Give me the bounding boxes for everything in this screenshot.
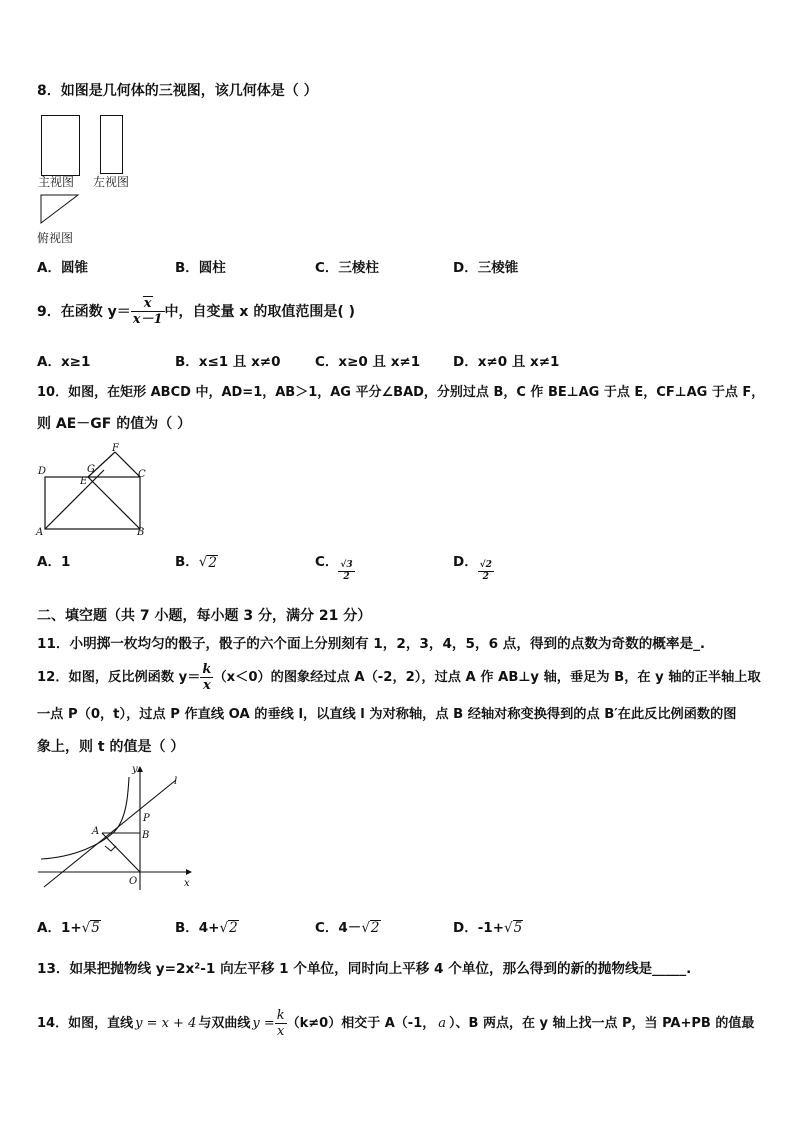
q12-line2: 一点 P（0，t），过点 P 作直线 OA 的垂线 l，以直线 l 为对称轴，点 B 经轴对称变换得到的点 B′在此反比例函数的图 bbox=[37, 707, 737, 722]
q10-option-d-num: √2 bbox=[479, 560, 492, 570]
q12-option-c[interactable]: C．4－√2 bbox=[315, 920, 380, 936]
q12-option-a-rad: 5 bbox=[91, 920, 100, 936]
q9-frac-den: x－1 bbox=[132, 312, 163, 327]
q14-stem bbox=[37, 1008, 754, 1039]
q10-option-b-rad: 2 bbox=[208, 554, 217, 571]
q10-option-b-prefix: B． bbox=[175, 554, 199, 570]
q12-option-b-rad: 2 bbox=[229, 920, 238, 936]
q9-prefix: 9．在函数 y＝ bbox=[37, 303, 131, 320]
q9-option-d[interactable]: D．x≠0 且 x≠1 bbox=[453, 354, 560, 370]
q12-option-c-prefix: C．4－ bbox=[315, 920, 362, 936]
q12-option-d[interactable]: D．-1+√5 bbox=[453, 920, 523, 936]
q12-option-b[interactable]: B．4+√2 bbox=[175, 920, 238, 936]
q14-frac-den: x bbox=[277, 1024, 285, 1039]
q14-prefix: 14．如图，直线 bbox=[37, 1015, 134, 1031]
q12-line3: 象上，则 t 的值是（ ） bbox=[37, 739, 185, 755]
q12-line1-rest: （x＜0）的图象经过点 A（-2，2），过点 A 作 AB⊥y 轴，垂足为 B，在 y 轴的正半轴上取 bbox=[213, 669, 761, 685]
q10-option-d-den: 2 bbox=[482, 572, 489, 582]
q13-stem: 13．如果把抛物线 y=2x²-1 向左平移 1 个单位，同时向上平移 4 个单位，那么得到的新的抛物线是_____. bbox=[37, 961, 692, 977]
q14-mid: 与双曲线 bbox=[198, 1015, 251, 1031]
q10-line1: 10．如图，在矩形 ABCD 中，AD=1，AB＞1，AG 平分∠BAD，分别过点 B，C 作 BE⊥AG 于点 E，CF⊥AG 于点 F， bbox=[37, 385, 765, 400]
q9-suffix: 中，自变量 x 的取值范围是( ) bbox=[164, 303, 355, 320]
fig10-label-d: D bbox=[38, 466, 47, 477]
q14-line-equation: y = x + 4 bbox=[135, 1015, 197, 1031]
fig12-label-x: x bbox=[184, 878, 190, 889]
fig10-label-f: F bbox=[112, 443, 119, 454]
fig10-label-c: C bbox=[138, 469, 146, 480]
q10-option-b[interactable]: B． √ 2 bbox=[175, 554, 217, 571]
q14-frac-num: k bbox=[276, 1008, 285, 1023]
q10-option-c-frac bbox=[338, 560, 354, 583]
q10-option-d-frac bbox=[478, 560, 494, 583]
inverse-function-figure bbox=[36, 762, 196, 892]
q12-prefix: 12．如图，反比例函数 y＝ bbox=[37, 669, 201, 685]
front-view-rect bbox=[41, 115, 80, 176]
q8-option-c[interactable]: C．三棱柱 bbox=[315, 260, 379, 276]
q10-option-d[interactable] bbox=[453, 552, 494, 583]
q12-option-b-prefix: B．4+ bbox=[175, 920, 220, 936]
q10-option-c-prefix: C． bbox=[315, 554, 339, 570]
front-view-label: 主视图 bbox=[38, 175, 75, 189]
fig12-label-y: y bbox=[132, 764, 138, 775]
q12-option-a[interactable]: A．1+√5 bbox=[37, 920, 100, 936]
top-view-label: 俯视图 bbox=[37, 231, 74, 245]
fig12-label-o: O bbox=[129, 876, 138, 887]
section-2-heading: 二、填空题（共 7 小题，每小题 3 分，满分 21 分） bbox=[37, 608, 372, 624]
q8-option-b[interactable]: B．圆柱 bbox=[175, 260, 226, 276]
q14-rest2: ）、B 两点，在 y 轴上找一点 P，当 PA+PB 的值最 bbox=[449, 1015, 755, 1031]
q9-option-c[interactable]: C．x≥0 且 x≠1 bbox=[315, 354, 421, 370]
fig10-label-a: A bbox=[36, 527, 44, 538]
fig12-label-l: l bbox=[174, 776, 178, 787]
q9-frac-num: x bbox=[143, 296, 152, 311]
fig10-label-b: B bbox=[137, 527, 145, 538]
q14-hyp-y: y = bbox=[252, 1015, 275, 1031]
q9-stem bbox=[37, 296, 355, 327]
left-view-label: 左视图 bbox=[93, 175, 130, 189]
q8-option-a[interactable]: A．圆锥 bbox=[37, 260, 88, 276]
q14-fraction bbox=[275, 1008, 287, 1039]
q10-option-c-den: 2 bbox=[343, 572, 350, 582]
q9-option-a[interactable]: A．x≥1 bbox=[37, 354, 91, 370]
q12-option-d-rad: 5 bbox=[513, 920, 523, 936]
q12-option-d-prefix: D．-1+ bbox=[453, 920, 505, 936]
fig10-label-e: E bbox=[80, 476, 88, 487]
fig12-label-a: A bbox=[92, 826, 100, 837]
q12-option-a-prefix: A．1+ bbox=[37, 920, 82, 936]
q14-a-variable: a bbox=[438, 1015, 447, 1031]
q9-fraction bbox=[131, 296, 165, 327]
q14-rest: （k≠0）相交于 A（-1， bbox=[286, 1015, 436, 1031]
top-view-triangle bbox=[40, 194, 80, 224]
fig10-label-g: G bbox=[87, 464, 95, 475]
q10-option-c[interactable] bbox=[315, 552, 355, 583]
q8-stem: 8．如图是几何体的三视图，该几何体是（ ） bbox=[37, 83, 318, 99]
q9-option-b[interactable]: B．x≤1 且 x≠0 bbox=[175, 354, 281, 370]
rectangle-figure bbox=[36, 444, 156, 538]
q10-option-a[interactable]: A．1 bbox=[37, 554, 71, 570]
q10-option-c-num: √3 bbox=[340, 560, 353, 570]
fig12-label-b: B bbox=[142, 830, 150, 841]
fig12-label-p: P bbox=[143, 813, 150, 824]
left-view-rect bbox=[100, 115, 123, 174]
q12-option-c-rad: 2 bbox=[370, 920, 380, 936]
q12-frac-num: k bbox=[202, 662, 212, 677]
q10-option-d-prefix: D． bbox=[453, 554, 478, 570]
q8-option-d[interactable]: D．三棱锥 bbox=[453, 260, 519, 276]
q12-fraction bbox=[200, 662, 213, 693]
q11-stem: 11．小明掷一枚均匀的骰子，骰子的六个面上分别刻有 1，2，3，4，5，6 点，得到的点数为奇数的概率是_. bbox=[37, 636, 706, 652]
q10-line2: 则 AE－GF 的值为（ ） bbox=[37, 416, 192, 432]
q12-frac-den: x bbox=[203, 678, 211, 693]
q12-line1 bbox=[37, 662, 761, 693]
